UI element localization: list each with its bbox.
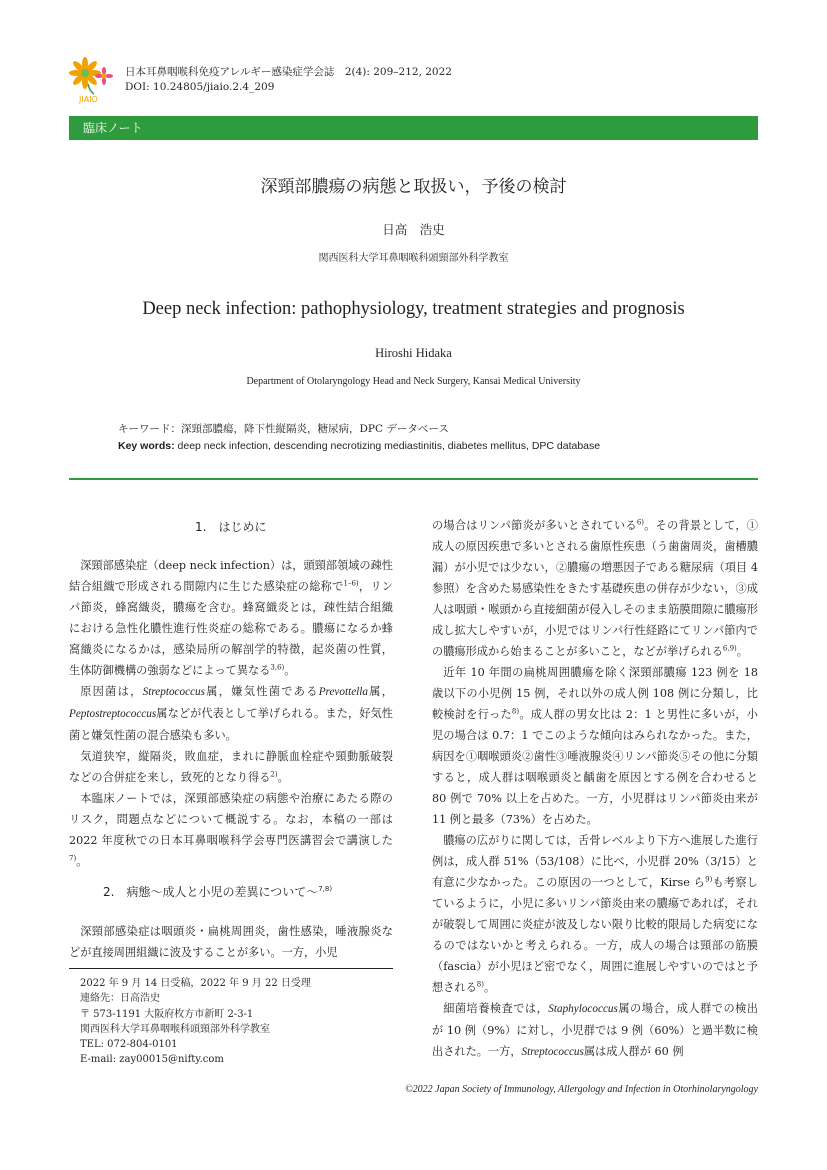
paragraph: 深頸部感染症（deep neck infection）は，頭頸部領域の疎性結合組織で形成される間隙内に生じた感染症の総称で$^{1-6)}$，リンパ節炎，蜂窩織炎，膿瘍を含む。蜂窩織炎とは，疎性結合組織における急性化膿性進行性炎症の総称である。膿瘍になるか蜂窩織炎になるかは，感染局所の解剖学的特徴，起炎菌の性質，生体防御機構の強弱などによって異なる$^{3,6)}$。: [69, 559, 393, 677]
received-date: 2022 年 9 月 14 日受稿，2022 年 9 月 22 日受理: [80, 978, 311, 989]
affiliation-english: Department of Otolaryngology Head and Neck Surgery, Kansai Medical University: [246, 376, 581, 387]
title-japanese: 深頸部膿瘍の病態と取扱い，予後の検討: [260, 177, 567, 197]
contact-phone: TEL: 072-804-0101: [80, 1039, 178, 1051]
paragraph: の場合はリンパ節炎が多いとされている$^{6)}$。その背景として，①成人の原因疾患で多いとされる歯原性疾患（う歯歯周炎，歯槽膿漏）が小児では少ない，②膿瘍の増悪因子である糖尿病（項目 4 参照）を含めた易感染性をきたす基礎疾患の併存が少ない，③成人は咽頭・喉頭から直接細菌が侵入しそのまま筋膜間隙に膿瘍形成し拡大しやすいが，小児ではリンパ行性経路にてリンパ節内での膿瘍形成から始まることが多いこと，などが挙げられる$^{6,9)}$。: [432, 518, 758, 658]
section-band: [69, 116, 758, 140]
author-japanese: 日高 浩史: [382, 222, 445, 237]
flower-logo-icon: [68, 54, 118, 104]
left-column-body: [69, 555, 393, 872]
paragraph: 本臨床ノートでは，深頸部感染症の病態や治療にあたる際のリスク，問題点などについて概説する。なお，本稿の一部は 2022 年度秋での日本耳鼻咽喉科学会専門医講習会で講演した$^{7)}$。: [69, 792, 393, 868]
left-column-body-2: [69, 921, 393, 963]
logo-text: JIAIO: [79, 95, 98, 104]
paragraph: 細菌培養検査では，Staphylococcus属の場合，成人群での検出が 10 例（9%）に対し，小児群では 9 例（60%）と過半数に検出された。一方，Streptococcus属は成人群が 60 例: [432, 1002, 758, 1058]
doi: DOI: 10.24805/jiaio.2.4_209: [125, 81, 275, 93]
keywords-english: [118, 440, 600, 452]
footnote: [80, 976, 311, 1068]
journal-citation: 日本耳鼻咽喉科免疫アレルギー感染症学会誌 2(4): 209–212, 2022: [125, 66, 452, 78]
section-heading-2: 2. 病態～成人と小児の差異について～$^{7,8)}$: [103, 885, 333, 899]
keywords-en-text: deep neck infection, descending necrotizing mediastinitis, diabetes mellitus, DPC database: [177, 440, 601, 452]
keywords-ja-label: キーワード：: [118, 423, 181, 435]
contact-name: 連絡先：日高浩史: [80, 993, 160, 1005]
keywords-ja-text: 深頸部膿瘍，降下性縦隔炎，糖尿病，DPC データベース: [181, 423, 449, 435]
author-english: Hiroshi Hidaka: [375, 346, 452, 360]
title-english: Deep neck infection: pathophysiology, treatment strategies and prognosis: [142, 299, 685, 319]
contact-email: E-mail: zay00015@nifty.com: [80, 1054, 224, 1066]
keywords-japanese: [118, 421, 449, 436]
copyright: ©2022 Japan Society of Immunology, Allergology and Infection in Otorhinolaryngology: [405, 1084, 758, 1095]
paragraph: 気道狭窄，縦隔炎，敗血症，まれに静脈血栓症や頸動脈破裂などの合併症を来し，致死的となり得る$^{2)}$。: [69, 750, 393, 784]
keywords-en-label: Key words:: [118, 440, 175, 452]
contact-address: 〒 573-1191 大阪府枚方市新町 2-3-1: [80, 1008, 254, 1020]
paragraph: 原因菌は，Streptococcus属，嫌気性菌であるPrevottella属，Peptostreptococcus属などが代表として挙げられる。また，好気性菌と嫌気性菌の混合感染も多い。: [69, 685, 393, 742]
affiliation-japanese: 関西医科大学耳鼻咽喉科頭頸部外科学教室: [318, 253, 509, 264]
paragraph: 近年 10 年間の扁桃周囲膿瘍を除く深頸部膿瘍 123 例を 18 歳以下の小児例 15 例，それ以外の成人例 108 例に分類し，比較検討を行った$^{8)}$。成人群の男女比は 2：1 と男性に多いが，小児の場合は 0.7：1 でこのような傾向はみられなかった。また，病因を①咽喉頭炎②歯性③唾液腺炎④リンパ節炎⑤その他に分類すると，成人群は咽喉頭炎と齲歯を原因とする例を合わせると 80 例で 70% 以上を占めた。一方，小児群はリンパ節炎由来が 11 例と最多（73%）を占めた。: [432, 666, 758, 826]
paragraph: 膿瘍の広がりに関しては，舌骨レベルより下方へ進展した進行例は，成人群 51%（53/108）に比べ，小児群 20%（3/15）と有意に少なかった。この原因の一つとして，Kirse ら$^{9)}$も考察しているように，小児に多いリンパ節炎由来の膿瘍であれば，それが破裂して周囲に炎症が波及しない限り比較的限局した病変になるのではないかと考えられる。一方，成人の場合は頸部の筋膜（fascia）が小児ほど密でなく，周囲に進展しやすいのではと予想される$^{8)}$。: [432, 834, 758, 994]
header-divider: [69, 478, 758, 480]
contact-department: 関西医科大学耳鼻咽喉科頭頸部外科学教室: [80, 1023, 270, 1035]
section-label: 臨床ノート: [83, 121, 143, 135]
journal-logo: [68, 54, 118, 104]
footnote-divider: [69, 968, 393, 969]
paragraph: 深頸部感染症は咽頭炎・扁桃周囲炎，歯性感染，唾液腺炎などが直接周囲組織に波及することが多い。一方，小児: [69, 925, 393, 959]
right-column-body: [432, 515, 758, 1063]
section-heading-1: 1. はじめに: [195, 520, 267, 534]
